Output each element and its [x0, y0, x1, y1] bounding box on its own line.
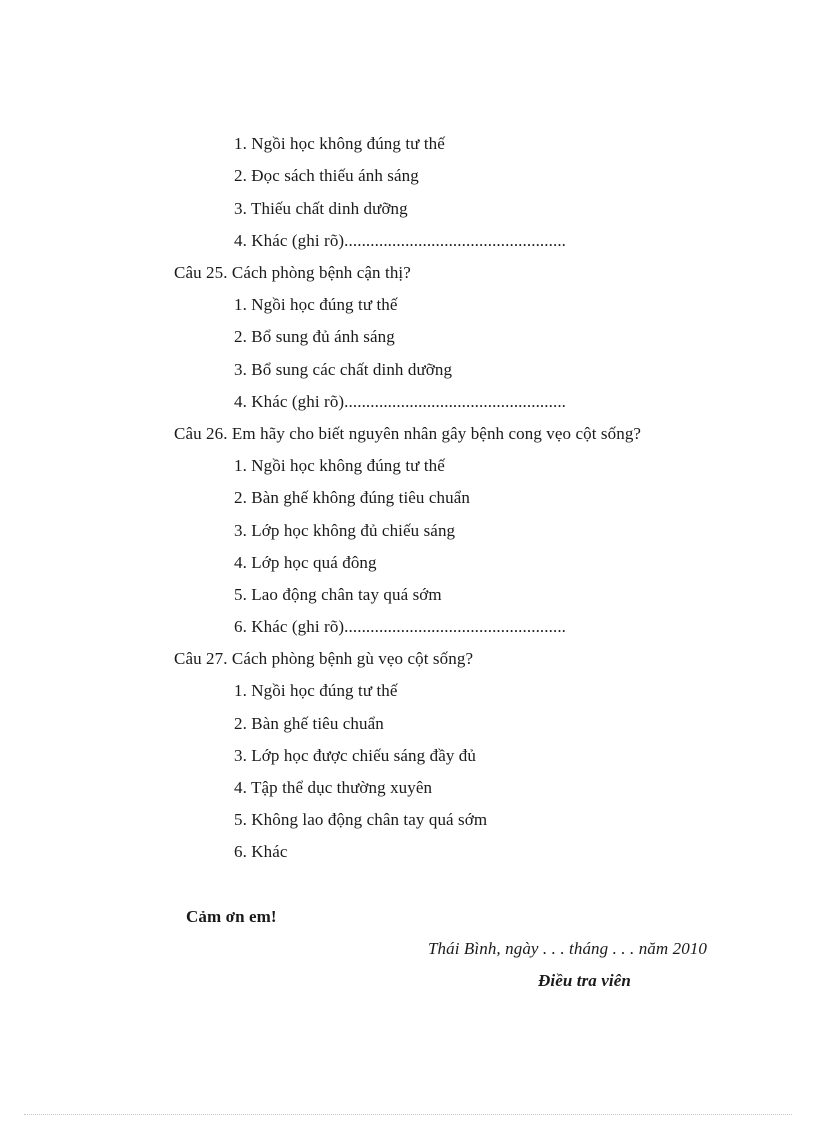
option-item: 4. Khác (ghi rõ)...................................................	[234, 231, 567, 250]
question-27-title: Câu 27. Cách phòng bệnh gù vẹo cột sống?	[174, 649, 474, 668]
thanks-text: Cảm ơn em!	[186, 907, 277, 926]
option-item: 2. Bàn ghế tiêu chuẩn	[234, 714, 384, 733]
option-item: 6. Khác	[234, 842, 288, 861]
option-item: 3. Bổ sung các chất dinh dưỡng	[234, 360, 453, 379]
page-divider	[24, 1114, 792, 1115]
option-item: 4. Lớp học quá đông	[234, 553, 377, 572]
option-item: 1. Ngồi học đúng tư thế	[234, 681, 398, 700]
option-item: 5. Lao động chân tay quá sớm	[234, 585, 442, 604]
option-item: 5. Không lao động chân tay quá sớm	[234, 810, 488, 829]
option-item: 4. Tập thể dục thường xuyên	[234, 778, 433, 797]
signer-title: Điều tra viên	[538, 971, 631, 990]
option-item: 6. Khác (ghi rõ)...................................................	[234, 617, 567, 636]
option-item: 2. Bàn ghế không đúng tiêu chuẩn	[234, 488, 470, 507]
date-line: Thái Bình, ngày . . . tháng . . . năm 2010	[428, 939, 708, 958]
option-item: 1. Ngồi học không đúng tư thế	[234, 456, 445, 475]
option-item: 3. Thiếu chất dinh dưỡng	[234, 199, 408, 218]
question-26-title: Câu 26. Em hãy cho biết nguyên nhân gây bệnh cong vẹo cột sống?	[174, 424, 642, 443]
option-item: 3. Lớp học được chiếu sáng đầy đủ	[234, 746, 476, 765]
option-item: 4. Khác (ghi rõ)...................................................	[234, 392, 567, 411]
option-item: 2. Bổ sung đủ ánh sáng	[234, 327, 395, 346]
option-item: 3. Lớp học không đủ chiếu sáng	[234, 521, 456, 540]
option-item: 1. Ngồi học không đúng tư thế	[234, 134, 445, 153]
option-item: 2. Đọc sách thiếu ánh sáng	[234, 166, 419, 185]
question-25-title: Câu 25. Cách phòng bệnh cận thị?	[174, 263, 411, 282]
option-item: 1. Ngồi học đúng tư thế	[234, 295, 398, 314]
